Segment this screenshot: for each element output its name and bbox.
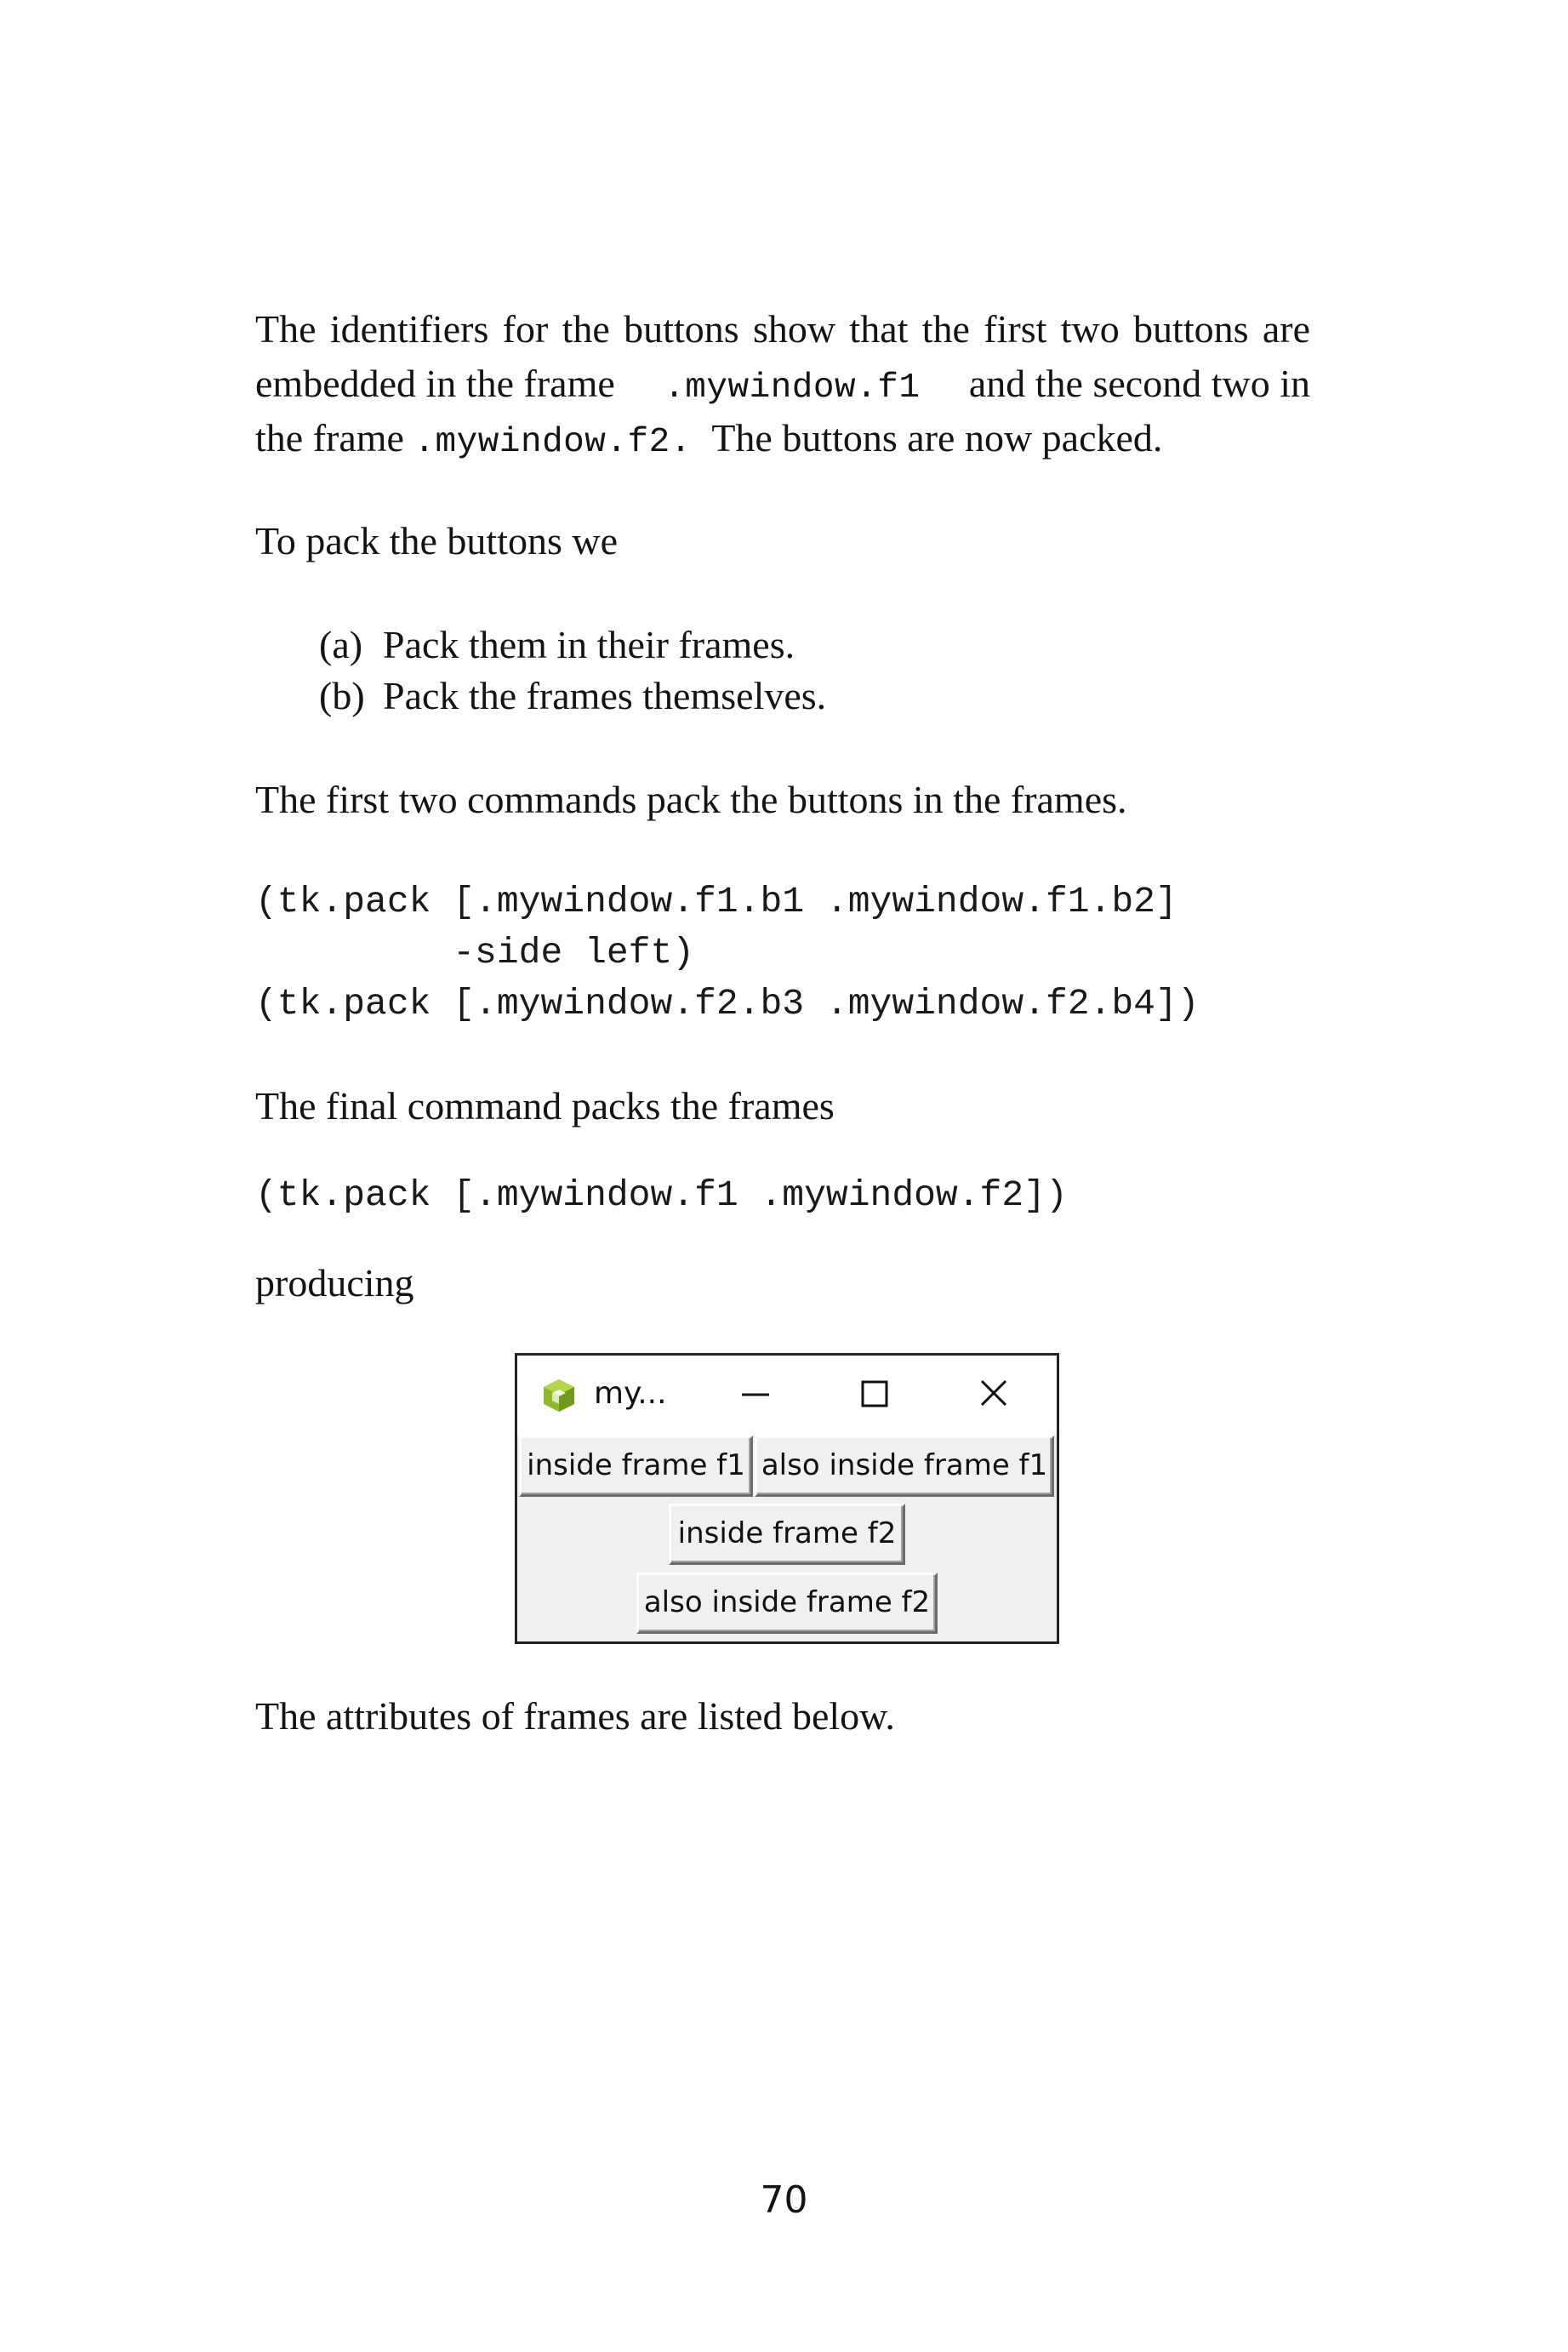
list-item-text: Pack the frames themselves. (383, 674, 827, 717)
code-line: (tk.pack [.mywindow.f1.b1 .mywindow.f1.b2] (255, 881, 1177, 922)
paragraph-producing: producing (255, 1261, 414, 1304)
paragraph-line-2 (255, 357, 1310, 415)
text-segment: The buttons are now packed. (711, 416, 1163, 460)
close-icon[interactable] (968, 1371, 1019, 1419)
window-title: my... (594, 1376, 667, 1411)
inline-code: .mywindow.f2. (413, 423, 692, 462)
text-segment: the frame (255, 416, 404, 460)
list-marker: (b) (319, 674, 365, 717)
code-line: (tk.pack [.mywindow.f1 .mywindow.f2]) (255, 1174, 1068, 1216)
also-inside-frame-f1-button[interactable]: also inside frame f1 (755, 1436, 1054, 1497)
page-number: 70 (760, 2178, 808, 2222)
paragraph-identifiers (255, 302, 1310, 357)
inside-frame-f2-button[interactable]: inside frame f2 (669, 1504, 905, 1565)
minimize-icon[interactable] (730, 1371, 781, 1419)
paragraph-line: The identifiers for the buttons show that the first two buttons are (255, 307, 1310, 351)
code-line: (tk.pack [.mywindow.f2.b3 .mywindow.f2.b4]) (255, 983, 1200, 1025)
paragraph-final-command: The final command packs the frames (255, 1084, 835, 1127)
code-block-pack-frames (255, 1170, 1068, 1221)
text-segment: embedded in the frame (255, 362, 615, 405)
paragraph-to-pack: To pack the buttons we (255, 519, 619, 562)
maximize-icon[interactable] (849, 1371, 900, 1419)
tk-window-screenshot (515, 1353, 1059, 1644)
code-line: -side left) (255, 932, 695, 973)
inside-frame-f1-button[interactable]: inside frame f1 (519, 1436, 753, 1497)
list-item (319, 619, 826, 671)
paragraph-first-two-commands: The first two commands pack the buttons in the frames. (255, 778, 1127, 821)
code-block-pack-buttons (255, 876, 1200, 1030)
list-item-text: Pack them in their frames. (383, 623, 795, 666)
paragraph-attributes: The attributes of frames are listed below. (255, 1694, 895, 1738)
paragraph-line-3 (255, 411, 1310, 470)
window-titlebar (517, 1356, 1057, 1436)
also-inside-frame-f2-button[interactable]: also inside frame f2 (636, 1573, 938, 1634)
text-segment: and the second two in (968, 362, 1310, 405)
inline-code: .mywindow.f1 (664, 368, 921, 408)
steps-list (319, 619, 826, 722)
list-item (319, 671, 826, 722)
list-marker: (a) (319, 623, 363, 666)
app-cube-icon (541, 1378, 577, 1413)
